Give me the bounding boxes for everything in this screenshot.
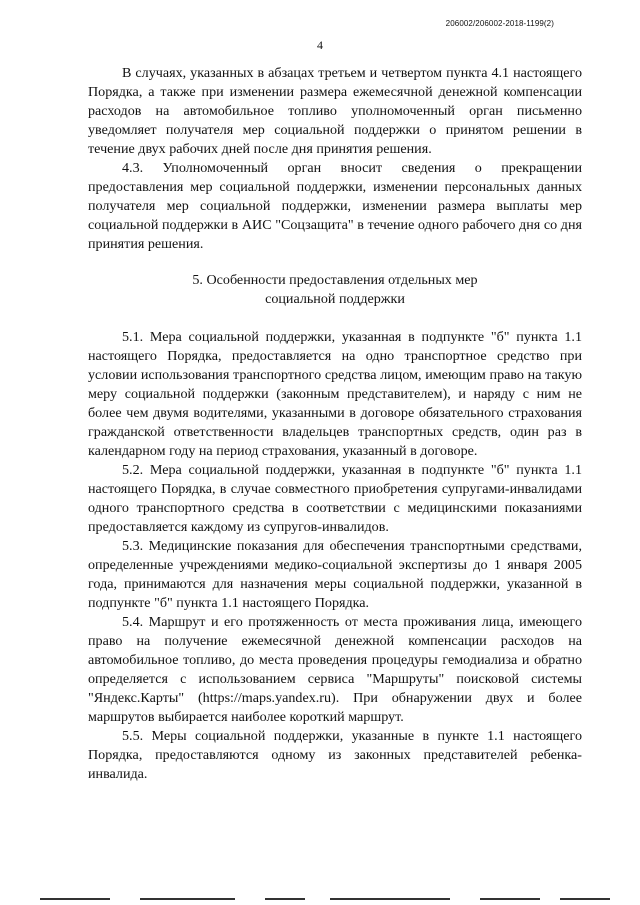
paragraph-4-3: 4.3. Уполномоченный орган вносит сведения о прекращении предоставления мер социальной поддержки, изменении персональных данных получателя мер социальной поддержки, изменении размера выплаты мер социальной поддержки в АИС "Соцзащита" в течение одного рабочего дня со дня принятия решения. [88,160,582,252]
paragraph-notification: В случаях, указанных в абзацах третьем и четвертом пункта 4.1 настоящего Порядка, а также при изменении размера ежемесячной денежной компенсации расходов на автомобильное топливо уполномоченный орган письменно уведомляет получателя мер социальной поддержки о принятом решении в течение двух рабочих дней после дня принятия решения. [88,65,582,157]
paragraph-5-4: 5.4. Маршрут и его протяженность от места проживания лица, имеющего право на получение ежемесячной денежной компенсации расходов на автомобильное топливо, до места проведения процедуры гемодиализа и обратно определяется с использованием сервиса "Маршруты" поисковой системы "Яндекс.Карты" (https://maps.yandex.ru). При обнаружении двух и более маршрутов выбирается наиболее короткий маршрут. [88,614,582,725]
document-id: 206002/206002-2018-1199(2) [445,19,554,28]
section-title-line-1: 5. Особенности предоставления отдельных мер [192,272,478,288]
scan-footer-marks [0,898,640,902]
paragraph-5-3: 5.3. Медицинские показания для обеспечения транспортными средствами, определенные учреждениями медико-социальной экспертизы до 1 января 2005 года, принимаются для назначения меры социальной поддержки, указанной в подпункте "б" пункта 1.1 настоящего Порядка. [88,538,582,611]
page-number: 4 [317,38,323,52]
paragraph-5-5: 5.5. Меры социальной поддержки, указанные в пункте 1.1 настоящего Порядка, предоставляются одному из законных представителей ребенка-инвалида. [88,728,582,782]
document-body [88,64,582,784]
paragraph-5-1: 5.1. Мера социальной поддержки, указанная в подпункте "б" пункта 1.1 настоящего Порядка, предоставляется на одно транспортное средство при условии использования транспортного средства лицом, имеющим право на такую меру социальной поддержки (законным представителем), и наряду с ним не более чем двумя водителями, указанными в договоре обязательного страхования гражданской ответственности владельцев транспортных средств, один раз в календарном году на период страхования, указанный в договоре. [88,329,582,459]
section-5-title [88,271,582,309]
paragraph-5-2: 5.2. Мера социальной поддержки, указанная в подпункте "б" пункта 1.1 настоящего Порядка, в случае совместного приобретения супругами-инвалидами одного транспортного средства в соответствии с медицинскими показаниями предоставляется каждому из супругов-инвалидов. [88,462,582,535]
section-title-line-2: социальной поддержки [265,291,405,307]
